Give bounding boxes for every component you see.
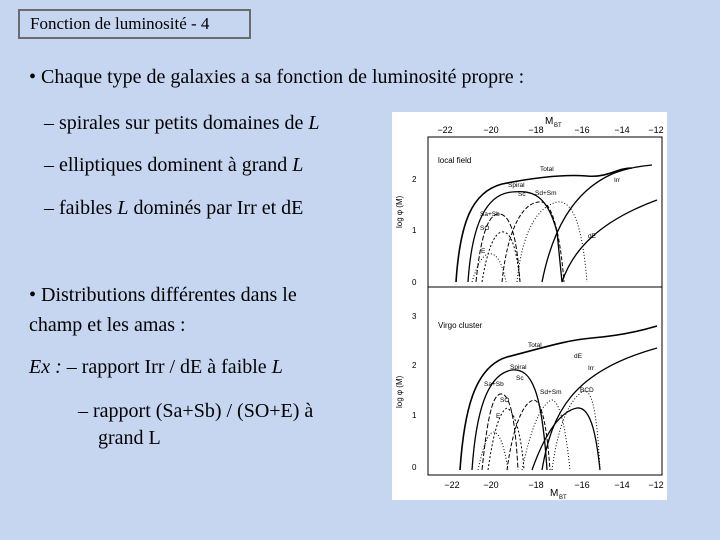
figure-background xyxy=(392,112,667,500)
top-tick-4: −14 xyxy=(614,125,630,135)
bottom-label-sasb: Sa+Sb xyxy=(484,381,504,388)
top-label-irr: Irr xyxy=(614,177,621,184)
sub-bullet-spirals-var: L xyxy=(308,112,320,134)
sub-bullet-ellipticals xyxy=(44,154,303,177)
sub-bullet-faint-suffix: dominés par Irr et dE xyxy=(128,197,304,219)
top-label-e: E xyxy=(481,248,486,255)
bottom-ytick-0: 0 xyxy=(412,463,417,472)
bottom-label-total: Total xyxy=(528,342,542,349)
top-label-so: SO xyxy=(480,225,490,232)
top-tick-2: −18 xyxy=(528,125,544,135)
example2-line2: grand L xyxy=(98,427,161,449)
bottom-tick-4: −14 xyxy=(614,480,630,490)
top-label-total: Total xyxy=(540,166,554,173)
top-ytick-2: 2 xyxy=(412,175,417,184)
bottom-tick-0: −22 xyxy=(444,480,460,490)
sub-bullet-faint-var: L xyxy=(117,197,129,219)
bottom-label-bcd: BCD xyxy=(580,387,594,394)
top-tick-1: −20 xyxy=(483,125,499,135)
bottom-label-spiral: Spiral xyxy=(510,364,527,371)
bottom-tick-2: −18 xyxy=(528,480,544,490)
top-panel-title: local field xyxy=(438,156,472,165)
top-ytick-0: 0 xyxy=(412,278,417,287)
top-axis-label: M xyxy=(545,116,554,127)
slide-title: Fonction de luminosité - 4 xyxy=(18,9,251,39)
luminosity-function-svg xyxy=(392,112,667,500)
top-tick-3: −16 xyxy=(574,125,590,135)
top-label-sdsm: Sd+Sm xyxy=(535,190,557,197)
luminosity-function-figure xyxy=(392,112,667,500)
top-label-sasb: Sa+Sb xyxy=(480,211,500,218)
bullet-luminosity-function: • Chaque type de galaxies a sa fonction de luminosité propre : xyxy=(29,66,525,88)
bottom-label-sdsm: Sd+Sm xyxy=(540,389,562,396)
sub-bullet-ellipticals-text: – elliptiques dominent à grand xyxy=(44,154,293,176)
bottom-y-label: log φ (M) xyxy=(395,375,404,408)
bottom-label-so: SO xyxy=(500,397,510,404)
bottom-axis-sub: BT xyxy=(559,495,567,500)
bullet-distributions-line2: champ et les amas : xyxy=(29,314,186,336)
top-tick-0: −22 xyxy=(437,125,453,135)
top-axis-sub: BT xyxy=(554,123,562,129)
sub-bullet-faint-prefix: – faibles xyxy=(44,197,118,219)
bottom-label-sc: Sc xyxy=(516,375,524,382)
top-y-label: log φ (M) xyxy=(395,195,404,228)
top-ytick-1: 1 xyxy=(412,226,417,235)
bottom-tick-3: −16 xyxy=(574,480,590,490)
bottom-label-e: E xyxy=(496,413,501,420)
bottom-tick-5: −12 xyxy=(648,480,664,490)
example-line xyxy=(29,356,283,379)
sub-bullet-spirals-text: – spirales sur petits domaines de xyxy=(44,112,309,134)
sub-bullet-spirals xyxy=(44,112,320,135)
bottom-ytick-3: 3 xyxy=(412,312,417,321)
bottom-panel-title: Virgo cluster xyxy=(438,321,483,330)
bottom-ytick-1: 1 xyxy=(412,411,417,420)
example-var: L xyxy=(271,356,283,378)
sub-bullet-faint xyxy=(44,197,303,220)
top-label-de: dE xyxy=(588,233,596,240)
example2-line1: – rapport (Sa+Sb) / (SO+E) à xyxy=(78,400,314,422)
bullet-distributions-line1: • Distributions différentes dans le xyxy=(29,284,297,306)
top-tick-5: −12 xyxy=(648,125,664,135)
top-label-spiral: Spiral xyxy=(508,182,525,189)
bottom-tick-1: −20 xyxy=(483,480,499,490)
bottom-label-de: dE xyxy=(574,353,582,360)
example-label: Ex : xyxy=(29,356,62,378)
bottom-ytick-2: 2 xyxy=(412,361,417,370)
bottom-label-irr: Irr xyxy=(588,365,595,372)
example-text: – rapport Irr / dE à faible xyxy=(61,356,272,378)
top-label-sc: Sc xyxy=(518,191,526,198)
sub-bullet-ellipticals-var: L xyxy=(292,154,304,176)
bottom-axis-label: M xyxy=(550,488,559,499)
